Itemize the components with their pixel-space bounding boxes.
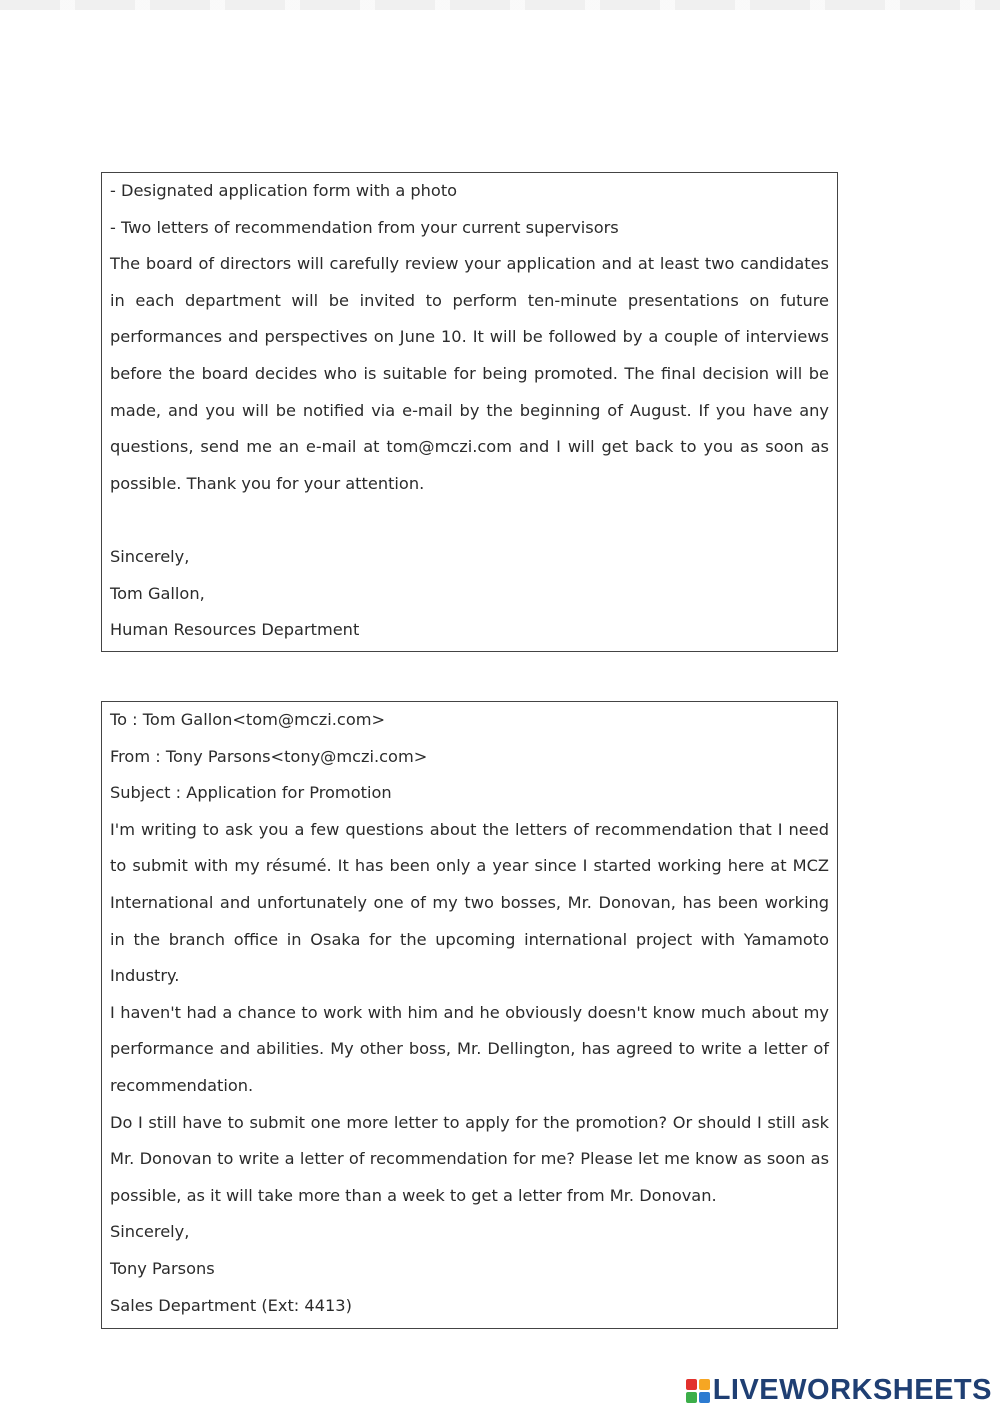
- logo-icon: [686, 1379, 710, 1403]
- letter-department: Human Resources Department: [110, 620, 360, 640]
- email-paragraph-1: I'm writing to ask you a few questions about the letters of recommendation that I need to submit with my résumé. It has been only a year since I started working here at MCZ International and unfortunately one of my two bosses, Mr. Donovan, has been working in the branch office in Osaka for the upcoming international project with Yamamoto Industry.: [110, 819, 829, 986]
- spacer: [110, 502, 829, 539]
- logo-text: LIVEWORKSHEETS: [712, 1374, 992, 1406]
- requirement-item-2: - Two letters of recommendation from your current supervisors: [110, 217, 619, 237]
- email-paragraph-3: Do I still have to submit one more letter to apply for the promotion? Or should I still ask Mr. Donovan to write a letter of recommendation for me? Please let me know as soon as possible, as it will take more than a week to get a letter from Mr. Donovan.: [110, 1112, 829, 1205]
- email-signer: Tony Parsons: [110, 1258, 215, 1278]
- hr-letter-box: [101, 172, 838, 652]
- email-to: To : Tom Gallon<tom@mczi.com>: [110, 710, 386, 729]
- email-box: [101, 701, 838, 1329]
- email-paragraph-2: I haven't had a chance to work with him and he obviously doesn't know much about my performance and abilities. My other boss, Mr. Dellington, has agreed to write a letter of recommendation.: [110, 1002, 829, 1095]
- email-closing: Sincerely,: [110, 1222, 190, 1242]
- email-subject: Subject : Application for Promotion: [110, 783, 392, 803]
- email-department: Sales Department (Ext: 4413): [110, 1295, 352, 1315]
- requirement-item-1: - Designated application form with a photo: [110, 181, 458, 200]
- scan-artifact: [0, 0, 1000, 10]
- letter-signer: Tom Gallon,: [110, 583, 205, 603]
- liveworksheets-logo: [686, 1374, 992, 1407]
- email-from: From : Tony Parsons<tony@mczi.com>: [110, 746, 428, 766]
- letter-closing: Sincerely,: [110, 546, 190, 566]
- letter-body: The board of directors will carefully review your application and at least two candidates in each department will be invited to perform ten-minute presentations on future performances and perspectives on June 10. It will be followed by a couple of interviews before the board decides who is suitable for being promoted. The final decision will be made, and you will be notified via e-mail by the beginning of August. If you have any questions, send me an e-mail at tom@mczi.com and I will get back to you as soon as possible. Thank you for your attention.: [110, 254, 829, 493]
